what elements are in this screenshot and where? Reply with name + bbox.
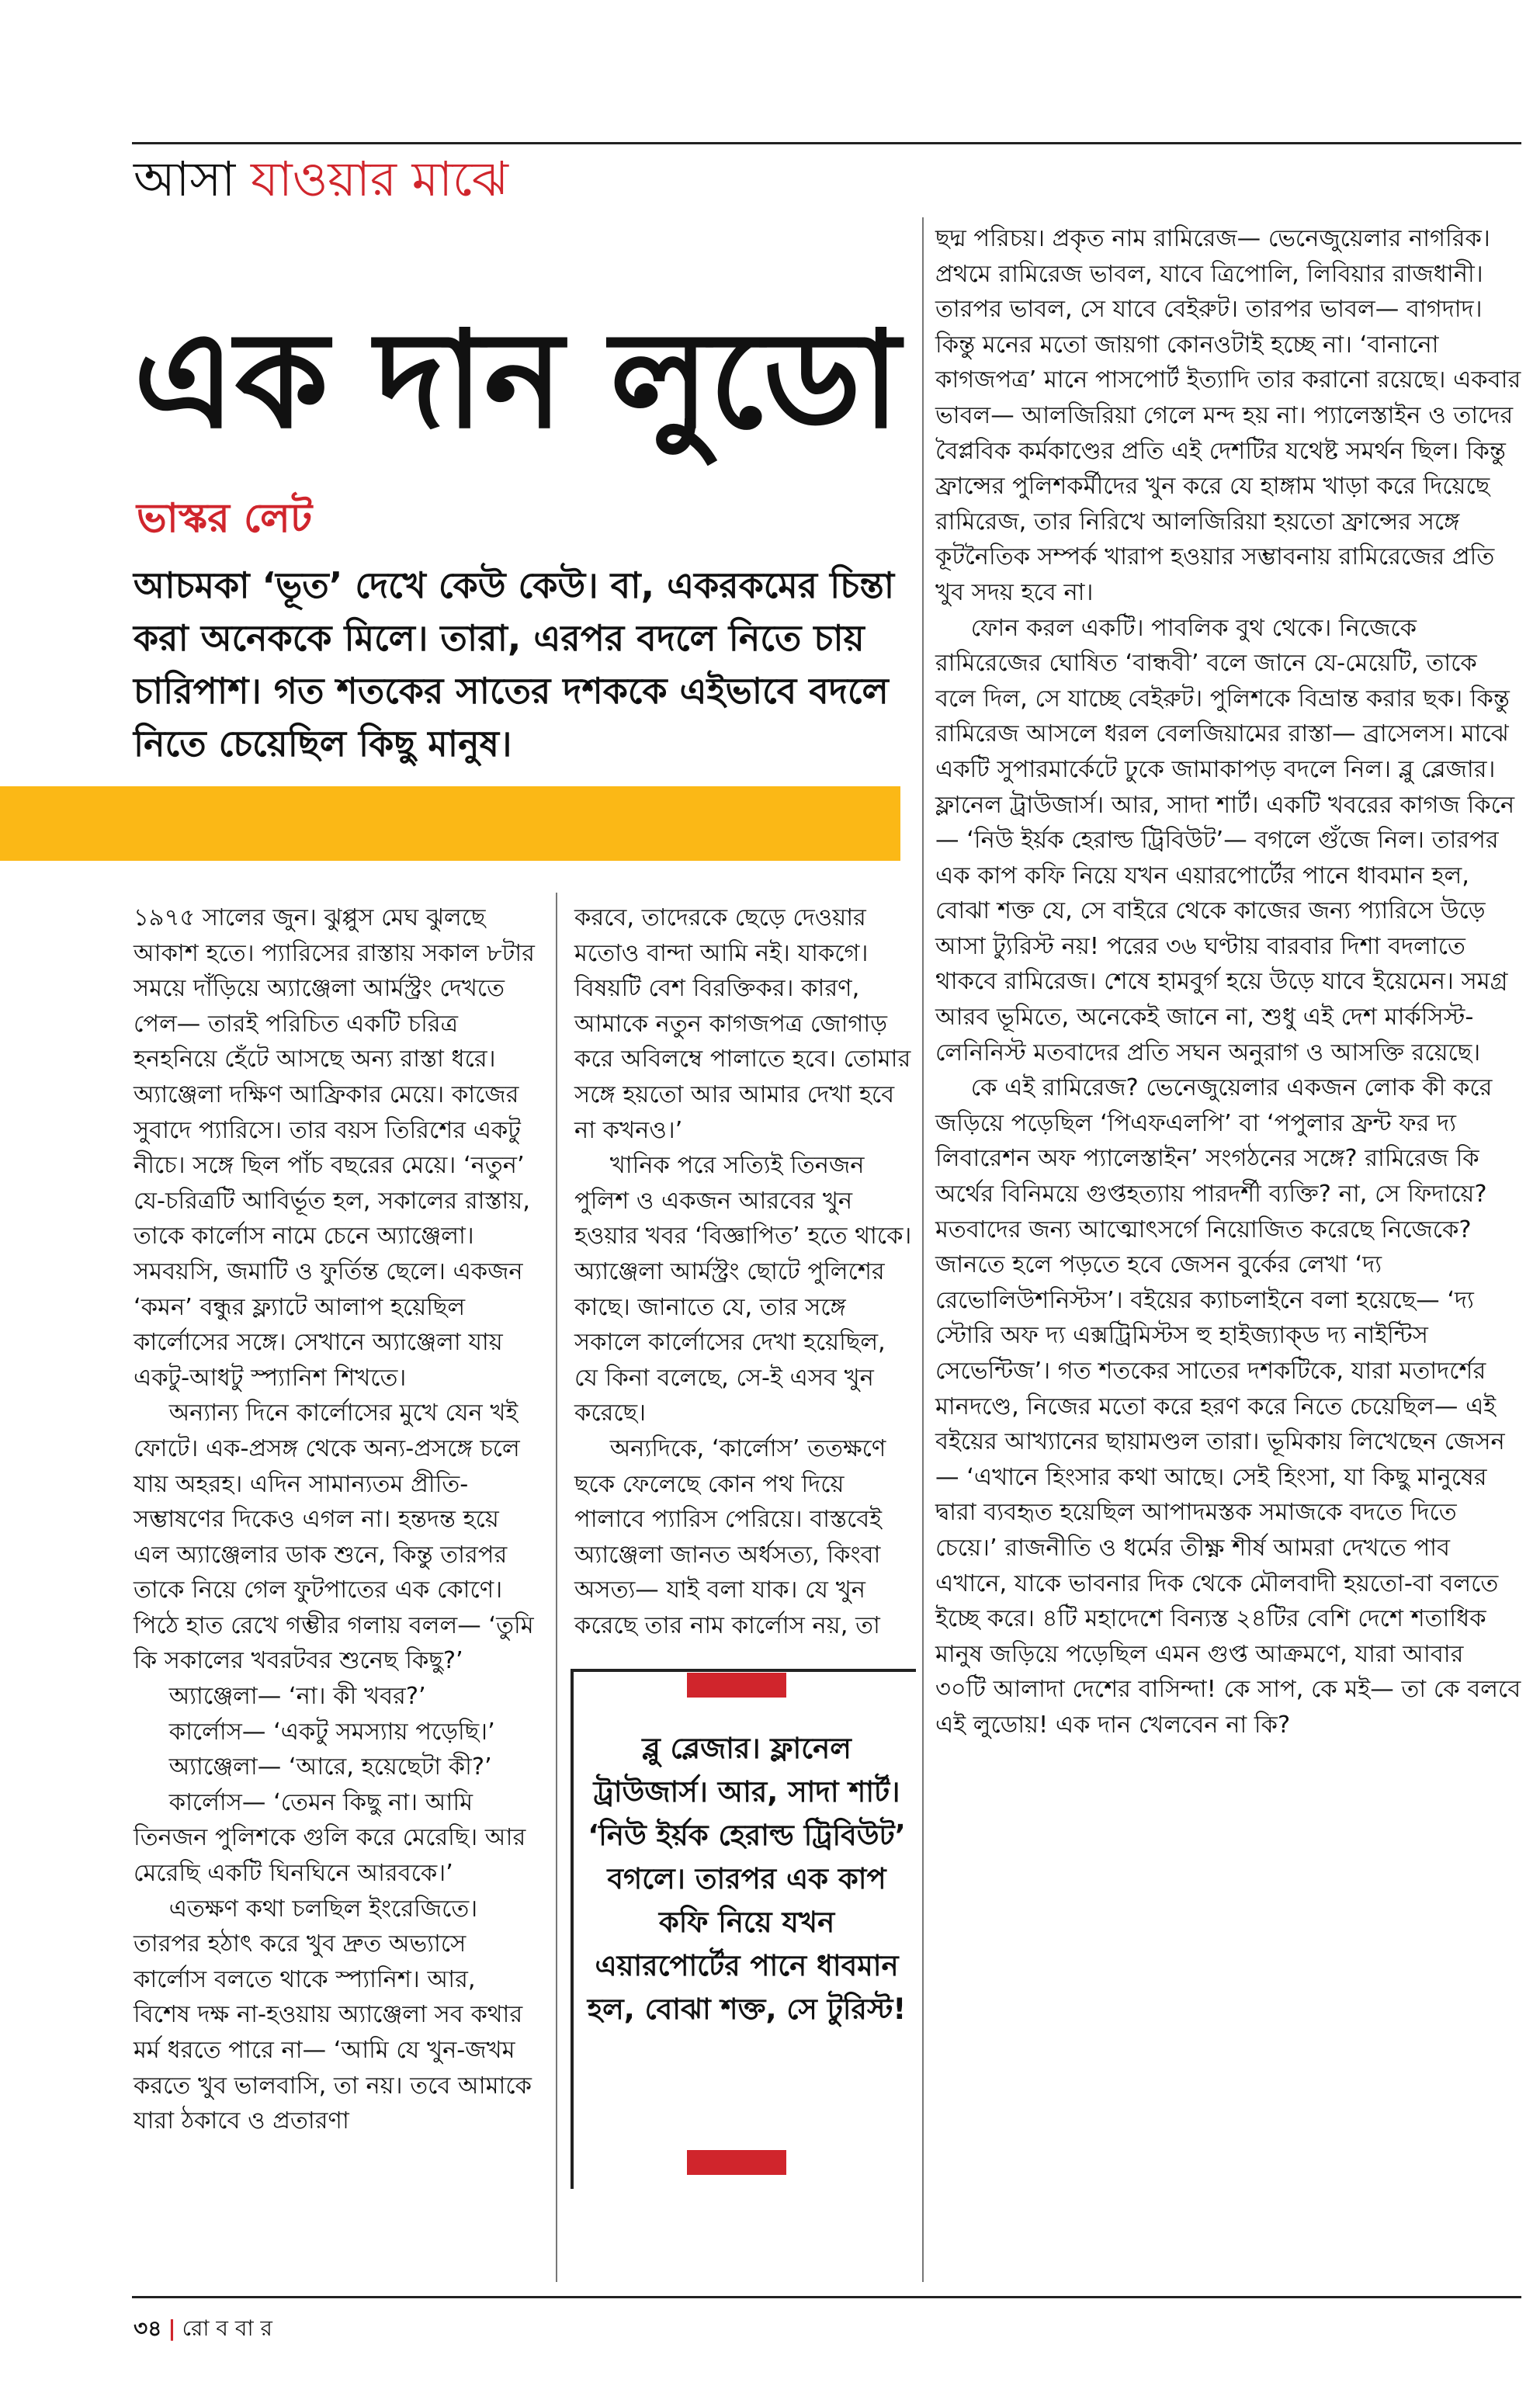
- body-paragraph: করবে, তাদেরকে ছেড়ে দেওয়ার মতোও বান্দা আমি নই। যাকগে। বিষয়টি বেশ বিরক্তিকর। কারণ, আমাকে নতুন কাগজপত্র জোগাড় করে অবিলম্বে পালাতে হবে। তোমার সঙ্গে হয়তো আর আমার দেখা হবে না কখনও।’: [574, 904, 911, 1144]
- body-paragraph: অন্যান্য দিনে কার্লোসের মুখে যেন খই ফোটে। এক-প্রসঙ্গ থেকে অন্য-প্রসঙ্গে চলে যায় অহরহ। এদিন সামান্যতম প্রীতি-সম্ভাষণের দিকেও এগল না। হন্তদন্ত হয়ে এল অ্যাঞ্জেলার ডাক শুনে, কিন্তু তারপর তাকে নিয়ে গেল ফুটপাতের এক কোণে। পিঠে হাত রেখে গম্ভীর গলায় বলল— ‘তুমি কি সকালের খবরটবর শুনেছ কিছু?’: [134, 1399, 534, 1675]
- body-paragraph: কে এই রামিরেজ? ভেনেজুয়েলার একজন লোক কী করে জড়িয়ে পড়েছিল ‘পিএফএলপি’ বা ‘পপুলার ফ্রন্ট ফর দ্য লিবারেশন অফ প্যালেস্তাইন’ সংগঠনের সঙ্গে? রামিরেজ কি অর্থের বিনিময়ে গুপ্তহত্যায় পারদর্শী ব্যক্তি? না, সে ফিদায়ে? মতবাদের জন্য আত্মোৎসর্গে নিয়োজিত করেছে নিজেকে? জানতে হলে পড়তে হবে জেসন বুর্কের লেখা ‘দ্য রেভোলিউশনিস্টস’। বইয়ের ক্যাচলাইনে বলা হয়েছে— ‘দ্য স্টোরি অফ দ্য এক্সট্রিমিস্টস হু হাইজ্যাক্ড দ্য নাইন্টিস সেভেন্টিজ’। গত শতকের সাতের দশকটিকে, যারা মতাদর্শের মানদণ্ডে, নিজের মতো করে হরণ করে নিতে চেয়েছিল— এই বইয়ের আখ্যানের ছায়ামণ্ডল তারা। ভূমিকায় লিখেছেন জেসন— ‘এখানে হিংসার কথা আছে। সেই হিংসা, যা কিছু মানুষের দ্বারা ব্যবহৃত হয়েছিল আপাদমস্তক সমাজকে বদতে দিতে চেয়ে।’ রাজনীতি ও ধর্মের তীক্ষ্ণ শীর্ষ আমরা দেখতে পাব এখানে, যাকে ভাবনার দিক থেকে মৌলবাদী হয়তো-বা বলতে ইচ্ছে করে। ৪টি মহাদেশে বিন্যস্ত ২৪টির বেশি দেশে শতাধিক মানুষ জড়িয়ে পড়েছিল এমন গুপ্ত আক্রমণে, যারা আবার ৩০টি আলাদা দেশের বাসিন্দা! কে সাপ, কে মই— তা কে বলবে এই লুডোয়! এক দান খেলবেন না কি?: [935, 1074, 1521, 1739]
- column-divider: [556, 893, 557, 2282]
- pullquote-bar-top: [687, 1673, 786, 1698]
- column-divider: [922, 217, 924, 2282]
- page-number: ৩৪: [134, 2315, 162, 2341]
- dialogue-line: কার্লোস— ‘একটু সমস্যায় পড়েছি।’: [168, 1718, 495, 1746]
- article-standfirst: আচমকা ‘ভূত’ দেখে কেউ কেউ। বা, একরকমের চিন্তা করা অনেককে মিলে। তারা, এরপর বদলে নিতে চায় চারিপাশ। গত শতকের সাতের দশককে এইভাবে বদলে নিতে চেয়েছিল কিছু মানুষ।: [134, 564, 895, 765]
- article-headline: এক দান লুডো: [134, 302, 900, 458]
- pullquote-text: ব্লু ব্লেজার। ফ্লানেল ট্রাউজার্স। আর, সাদা শার্ট। ‘নিউ ইর্য়ক হেরাল্ড ট্রিবিউট’ বগলে। তারপর এক কাপ কফি নিয়ে যখন এয়ারপোর্টের পানে ধাবমান হল, বোঝা শক্ত, সে টুরিস্ট!: [587, 1732, 907, 2026]
- body-paragraph: ফোন করল একটি। পাবলিক বুথ থেকে। নিজেকে রামিরেজের ঘোষিত ‘বান্ধবী’ বলে জানে যে-মেয়েটি, তাকে বলে দিল, সে যাচ্ছে বেইরুট। পুলিশকে বিভ্রান্ত করার ছক। কিন্তু রামিরেজ আসলে ধরল বেলজিয়ামের রাস্তা— ব্রাসেলস। মাঝে একটি সুপারমার্কেটে ঢুকে জামাকাপড় বদলে নিল। ব্লু ব্লেজার। ফ্লানেল ট্রাউজার্স। আর, সাদা শার্ট। একটি খবরের কাগজ কিনে— ‘নিউ ইর্য়ক হেরাল্ড ট্রিবিউট’— বগলে গুঁজে নিল। তারপর এক কাপ কফি নিয়ে যখন এয়ারপোর্টের পানে ধাবমান হল, বোঝা শক্ত যে, সে বাইরে থেকে কাজের জন্য প্যারিসে উড়ে আসা ট্যুরিস্ট নয়! পরের ৩৬ ঘণ্টায় বারবার দিশা বদলাতে থাকবে রামিরেজ। শেষে হামবুর্গ হয়ে উড়ে যাবে ইয়েমেন। সমগ্র আরব ভূমিতে, অনেকেই জানে না, শুধু এই দেশ মার্কসিস্ট-লেনিনিস্ট মতবাদের প্রতি সঘন অনুরাগ ও আসক্তি রয়েছে।: [935, 614, 1515, 1066]
- body-column-right: [935, 221, 1521, 1743]
- body-column-middle: [574, 900, 916, 1643]
- page-folio: [134, 2311, 272, 2348]
- bottom-rule: [132, 2296, 1521, 2298]
- body-paragraph: ছদ্ম পরিচয়। প্রকৃত নাম রামিরেজ— ভেনেজুয়েলার নাগরিক। প্রথমে রামিরেজ ভাবল, যাবে ত্রিপোলি, লিবিয়ার রাজধানী। তারপর ভাবল, সে যাবে বেইরুট। তারপর ভাবল— বাগদাদ। কিন্তু মনের মতো জায়গা কোনওটাই হচ্ছে না। ‘বানানো কাগজপত্র’ মানে পাসপোর্ট ইত্যাদি তার করানো রয়েছে। একবার ভাবল— আলজিরিয়া গেলে মন্দ হয় না। প্যালেস্তাইন ও তাদের বৈপ্লবিক কর্মকাণ্ডের প্রতি এই দেশটির যথেষ্ট সমর্থন ছিল। কিন্তু ফ্রান্সের পুলিশকর্মীদের খুন করে যে হাঙ্গাম খাড়া করে দিয়েছে রামিরেজ, তার নিরিখে আলজিরিয়া হয়তো ফ্রান্সের সঙ্গে কূটনৈতিক সম্পর্ক খারাপ হওয়ার সম্ভাবনায় রামিরেজের প্রতি খুব সদয় হবে না।: [935, 225, 1521, 606]
- folio-separator: |: [168, 2315, 176, 2341]
- dialogue-line: অ্যাঞ্জেলা— ‘না। কী খবর?’: [168, 1683, 426, 1711]
- body-column-left: [134, 900, 537, 2139]
- top-rule: [132, 142, 1521, 144]
- magazine-name: রো ব বা র: [182, 2315, 272, 2341]
- dialogue-line: অ্যাঞ্জেলা— ‘আরে, হয়েছেটা কী?’: [168, 1753, 492, 1781]
- decorative-yellow-band: [0, 786, 900, 861]
- pullquote-bar-bottom: [687, 2150, 786, 2175]
- article-byline: ভাস্কর লেট: [137, 495, 313, 542]
- section-label-part2: যাওয়ার মাঝে: [250, 151, 508, 207]
- dialogue-line: কার্লোস— ‘তেমন কিছু না। আমি তিনজন পুলিশকে গুলি করে মেরেছি। আর মেরেছি একটি ঘিনঘিনে আরবকে।’: [134, 1788, 526, 1888]
- body-paragraph: খানিক পরে সত্যিই তিনজন পুলিশ ও একজন আরবের খুন হওয়ার খবর ‘বিজ্ঞাপিত’ হতে থাকে। অ্যাঞ্জেলা আর্মস্ট্রং ছোটে পুলিশের কাছে। জানাতে যে, তার সঙ্গে সকালে কার্লোসের দেখা হয়েছিল, যে কিনা বলেছে, সে-ই এসব খুন করেছে।: [574, 1152, 912, 1427]
- body-paragraph: এতক্ষণ কথা চলছিল ইংরেজিতে। তারপর হঠাৎ করে খুব দ্রুত অভ্যাসে কার্লোস বলতে থাকে স্প্যানিশ। আর, বিশেষ দক্ষ না-হওয়ায় অ্যাঞ্জেলা সব কথার মর্ম ধরতে পারে না— ‘আমি যে খুন-জখম করতে খুব ভালবাসি, তা নয়। তবে আমাকে যারা ঠকাবে ও প্রতারণা: [134, 1895, 532, 2135]
- section-label: [134, 151, 508, 206]
- section-label-part1: আসা: [134, 151, 236, 207]
- body-paragraph: অন্যদিকে, ‘কার্লোস’ ততক্ষণে ছকে ফেলেছে কোন পথ দিয়ে পালাবে প্যারিস পেরিয়ে। বাস্তবেই অ্যাঞ্জেলা জানত অর্ধসত্য, কিংবা অসত্য— যাই বলা যাক। যে খুন করেছে তার নাম কার্লোস নয়, তা: [574, 1434, 886, 1639]
- body-paragraph: ১৯৭৫ সালের জুন। ঝুপ্পুস মেঘ ঝুলছে আকাশ হতে। প্যারিসের রাস্তায় সকাল ৮টার সময়ে দাঁড়িয়ে অ্যাঞ্জেলা আর্মস্ট্রং দেখতে পেল— তারই পরিচিত একটি চরিত্র হনহনিয়ে হেঁটে আসছে অন্য রাস্তা ধরে। অ্যাঞ্জেলা দক্ষিণ আফ্রিকার মেয়ে। কাজের সুবাদে প্যারিসে। তার বয়স তিরিশের একটু নীচে। সঙ্গে ছিল পাঁচ বছরের মেয়ে। ‘নতুন’ যে-চরিত্রটি আবির্ভূত হল, সকালের রাস্তায়, তাকে কার্লোস নামে চেনে অ্যাঞ্জেলা। সমবয়সি, জমাটি ও ফুর্তিন্ত ছেলে। একজন ‘কমন’ বন্ধুর ফ্ল্যাটে আলাপ হয়েছিল কার্লোসের সঙ্গে। সেখানে অ্যাঞ্জেলা যায় একটু-আধটু স্প্যানিশ শিখতে।: [134, 904, 535, 1392]
